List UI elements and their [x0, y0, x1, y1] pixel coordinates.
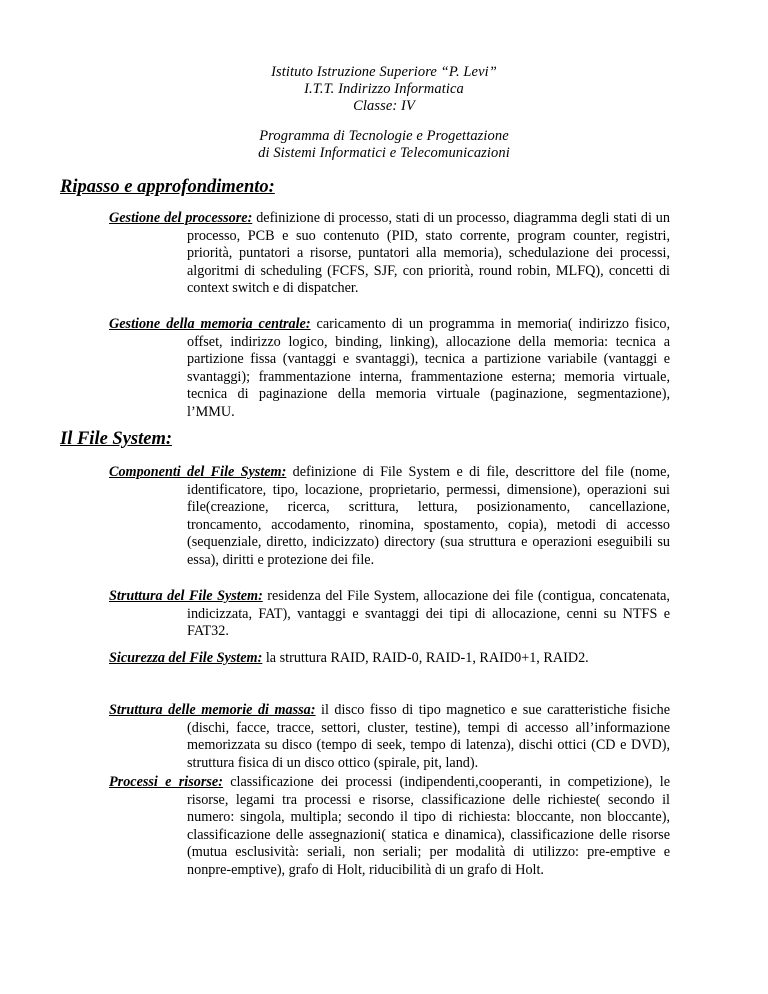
school-name: Istituto Istruzione Superiore “P. Levi” — [271, 64, 497, 80]
entry-gestione-processore — [109, 210, 670, 298]
class-label: Classe: IV — [353, 98, 415, 114]
entry-text: la struttura RAID, RAID-0, RAID-1, RAID0+1, RAID2. — [262, 650, 589, 666]
entry-term: Struttura del File System: — [109, 588, 263, 604]
program-title-line2: di Sistemi Informatici e Telecomunicazioni — [258, 145, 510, 161]
entry-term: Gestione della memoria centrale: — [109, 316, 311, 332]
entry-text: definizione di File System e di file, descrittore del file (nome, identificatore, tipo, locazione, proprietario, permessi, dimensione), operazioni sui file(creazione, ricerca, scrittura, lettura, posizionamento, cancellazione, troncamento, accodamento, rinomina, spostamento, copia), metodi di accesso (sequenziale, diretto, indicizzato) directory (sua struttura e operazioni eseguibili su essa), diritti e protezione dei file. — [187, 464, 670, 568]
section-title-ripasso: Ripasso e approfondimento: — [60, 177, 275, 197]
entry-text: caricamento di un programma in memoria( indirizzo fisico, offset, indirizzo logico, binding, linking), allocazione della memoria: tecnica a partizione fissa (vantaggi e svantaggi), tecnica a partizione variabile (vantaggi e svantaggi); frammentazione interna, frammentazione esterna; memoria virtuale, tecnica di paginazione della memoria virtuale (paginazione, segmentazione), l’MMU. — [187, 316, 670, 420]
entry-text: il disco fisso di tipo magnetico e sue caratteristiche fisiche (dischi, facce, tracce, settori, cluster, testine), tempi di accesso all’informazione memorizzata su disco (tempo di seek, tempo di latenza), dischi ottici (CD e DVD), struttura fisica di un disco ottico (spirale, pit, land). — [187, 702, 671, 771]
entry-memorie-massa — [109, 702, 670, 772]
section-title-file-system: Il File System: — [60, 429, 173, 449]
entry-sicurezza-fs — [109, 650, 670, 668]
entry-term: Processi e risorse: — [109, 774, 223, 790]
entry-text: definizione di processo, stati di un processo, diagramma degli stati di un processo, PCB e suo contenuto (PID, stato corrente, program counter, registri, priorità, puntatori a risorse, puntatori alla memoria), schedulazione dei processi, algoritmi di scheduling (FCFS, SJF, con priorità, round robin, MLFQ), concetti di context switch e di dispatcher. — [187, 210, 670, 297]
entry-term: Sicurezza del File System: — [109, 650, 263, 666]
entry-text: classificazione dei processi (indipendenti,cooperanti, in competizione), le risorse, legami tra processi e risorse, classificazione delle richieste( secondo il numero: singola, multipla; secondo il tipo di richiesta: bloccante, non bloccante), classificazione delle assegnazioni( statica e dinamica), classificazione delle risorse (mutua esclusività: seriali, non seriali; per modalità di utilizzo: pre-emptive e nonpre-emptive), grafo di Holt, riducibilità di un grafo di Holt. — [187, 774, 670, 878]
entry-text: residenza del File System, allocazione dei file (contigua, concatenata, indicizzata, FAT), vantaggi e svantaggi dei tipi di allocazione, cenni su NTFS e FAT32. — [187, 588, 670, 640]
entry-term: Gestione del processore: — [109, 210, 253, 226]
school-track: I.T.T. Indirizzo Informatica — [304, 81, 464, 97]
program-title-line1: Programma di Tecnologie e Progettazione — [259, 128, 509, 144]
entry-term: Componenti del File System: — [109, 464, 287, 480]
entry-term: Struttura delle memorie di massa: — [109, 702, 316, 718]
entry-struttura-fs — [109, 588, 670, 641]
entry-gestione-memoria — [109, 316, 670, 422]
program-title — [0, 128, 768, 162]
entry-processi-risorse — [109, 774, 670, 880]
school-header — [0, 64, 768, 115]
entry-componenti-fs — [109, 464, 670, 570]
